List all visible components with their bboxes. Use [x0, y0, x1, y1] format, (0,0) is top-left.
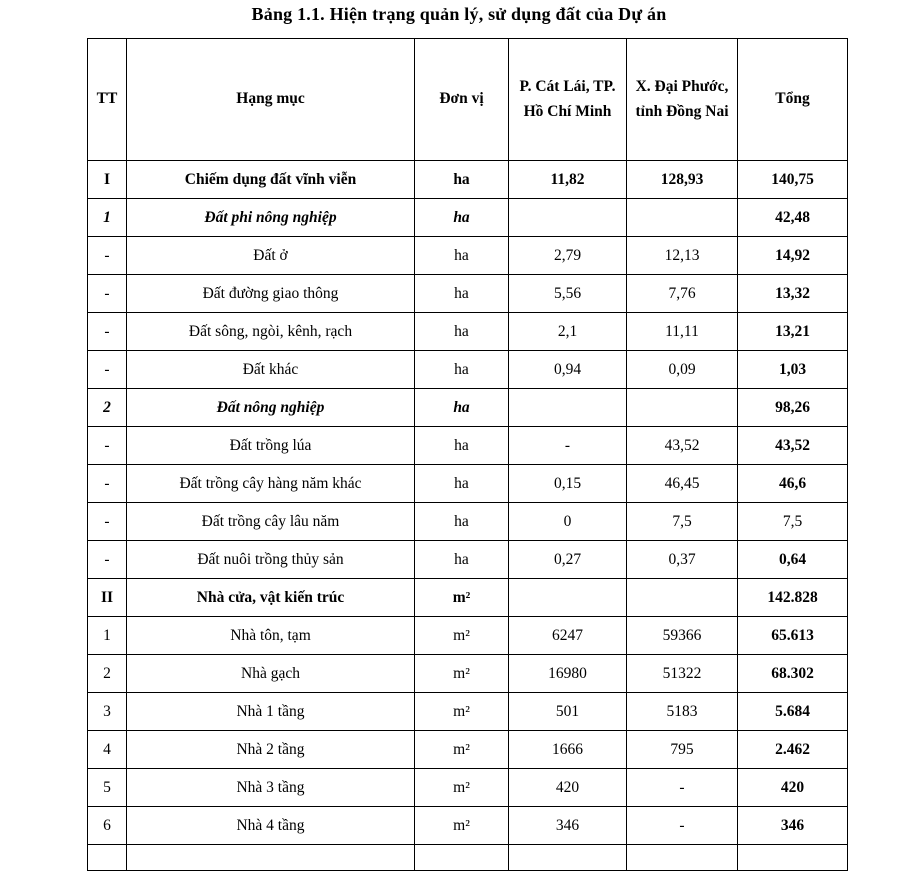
- cell-dongnai: 7,5: [627, 503, 738, 541]
- cell-unit: ha: [415, 427, 509, 465]
- column-header-unit: Đơn vị: [415, 39, 509, 161]
- cell-unit: ha: [415, 389, 509, 427]
- cell-total: 68.302: [738, 655, 848, 693]
- cell-dongnai: 12,13: [627, 237, 738, 275]
- cell-hcm: 2,1: [509, 313, 627, 351]
- cell-unit: ha: [415, 541, 509, 579]
- cell-hcm: 11,82: [509, 161, 627, 199]
- cell-total: [738, 845, 848, 871]
- cell-dongnai: 7,76: [627, 275, 738, 313]
- cell-unit: m²: [415, 579, 509, 617]
- cell-total: 13,32: [738, 275, 848, 313]
- cell-tt: [88, 845, 127, 871]
- cell-hcm: 2,79: [509, 237, 627, 275]
- cell-hcm: [509, 579, 627, 617]
- cell-total: 346: [738, 807, 848, 845]
- cell-hcm: [509, 389, 627, 427]
- cell-total: 13,21: [738, 313, 848, 351]
- table-row: [88, 427, 848, 465]
- cell-category: Đất ở: [127, 237, 415, 275]
- cell-total: 14,92: [738, 237, 848, 275]
- table-row: [88, 579, 848, 617]
- table-row: [88, 503, 848, 541]
- table-row: [88, 313, 848, 351]
- cell-unit: [415, 845, 509, 871]
- cell-unit: ha: [415, 237, 509, 275]
- cell-hcm: 6247: [509, 617, 627, 655]
- table-row: [88, 807, 848, 845]
- cell-unit: ha: [415, 161, 509, 199]
- cell-total: 1,03: [738, 351, 848, 389]
- cell-category: Đất sông, ngòi, kênh, rạch: [127, 313, 415, 351]
- cell-hcm: [509, 845, 627, 871]
- table-row: [88, 351, 848, 389]
- cell-tt: -: [88, 541, 127, 579]
- cell-total: 46,6: [738, 465, 848, 503]
- table-row: [88, 237, 848, 275]
- cell-unit: ha: [415, 503, 509, 541]
- cell-unit: ha: [415, 351, 509, 389]
- cell-tt: 4: [88, 731, 127, 769]
- cell-category: Đất đường giao thông: [127, 275, 415, 313]
- cell-hcm: 501: [509, 693, 627, 731]
- page-title: Bảng 1.1. Hiện trạng quản lý, sử dụng đất của Dự án: [251, 4, 667, 24]
- table-body: [88, 161, 848, 871]
- table-row: [88, 275, 848, 313]
- cell-hcm: 5,56: [509, 275, 627, 313]
- column-header-category: Hạng mục: [127, 39, 415, 161]
- cell-unit: m²: [415, 655, 509, 693]
- cell-total: 140,75: [738, 161, 848, 199]
- table-row: [88, 199, 848, 237]
- cell-tt: -: [88, 465, 127, 503]
- cell-unit: ha: [415, 275, 509, 313]
- cell-category: Đất nông nghiệp: [127, 389, 415, 427]
- cell-tt: 2: [88, 655, 127, 693]
- cell-unit: ha: [415, 199, 509, 237]
- cell-dongnai: 795: [627, 731, 738, 769]
- cell-dongnai: [627, 199, 738, 237]
- cell-hcm: 0,15: [509, 465, 627, 503]
- cell-category: Nhà 3 tầng: [127, 769, 415, 807]
- cell-category: Đất khác: [127, 351, 415, 389]
- table-row: [88, 731, 848, 769]
- cell-unit: m²: [415, 693, 509, 731]
- cell-dongnai: [627, 845, 738, 871]
- cell-hcm: 346: [509, 807, 627, 845]
- cell-category: Nhà 1 tầng: [127, 693, 415, 731]
- cell-total: 98,26: [738, 389, 848, 427]
- cell-tt: 5: [88, 769, 127, 807]
- cell-dongnai: 43,52: [627, 427, 738, 465]
- cell-tt: 1: [88, 617, 127, 655]
- cell-hcm: 0,94: [509, 351, 627, 389]
- cell-total: 5.684: [738, 693, 848, 731]
- table-row: [88, 655, 848, 693]
- cell-unit: m²: [415, 769, 509, 807]
- cell-hcm: 0,27: [509, 541, 627, 579]
- cell-hcm: 0: [509, 503, 627, 541]
- column-header-hcm: P. Cát Lái, TP. Hồ Chí Minh: [509, 39, 627, 161]
- cell-dongnai: -: [627, 807, 738, 845]
- land-use-table: [87, 38, 848, 871]
- cell-tt: -: [88, 275, 127, 313]
- table-row: [88, 465, 848, 503]
- header-row: [88, 39, 848, 161]
- cell-category: Đất trồng cây hàng năm khác: [127, 465, 415, 503]
- cell-category: Chiếm dụng đất vĩnh viễn: [127, 161, 415, 199]
- cell-total: 2.462: [738, 731, 848, 769]
- cell-unit: m²: [415, 617, 509, 655]
- cell-tt: -: [88, 237, 127, 275]
- cell-dongnai: 0,37: [627, 541, 738, 579]
- cell-dongnai: -: [627, 769, 738, 807]
- cell-category: Nhà cửa, vật kiến trúc: [127, 579, 415, 617]
- table-row: [88, 845, 848, 871]
- table-row: [88, 161, 848, 199]
- table-header: [88, 39, 848, 161]
- cell-category: Đất nuôi trồng thủy sản: [127, 541, 415, 579]
- cell-total: 0,64: [738, 541, 848, 579]
- cell-total: 42,48: [738, 199, 848, 237]
- cell-unit: ha: [415, 313, 509, 351]
- cell-tt: 3: [88, 693, 127, 731]
- cell-dongnai: 59366: [627, 617, 738, 655]
- column-header-total: Tổng: [738, 39, 848, 161]
- cell-tt: II: [88, 579, 127, 617]
- cell-hcm: 1666: [509, 731, 627, 769]
- cell-total: 65.613: [738, 617, 848, 655]
- cell-hcm: -: [509, 427, 627, 465]
- cell-hcm: [509, 199, 627, 237]
- cell-dongnai: 11,11: [627, 313, 738, 351]
- cell-unit: ha: [415, 465, 509, 503]
- cell-tt: -: [88, 503, 127, 541]
- cell-tt: 1: [88, 199, 127, 237]
- cell-total: 43,52: [738, 427, 848, 465]
- cell-category: Đất trồng cây lâu năm: [127, 503, 415, 541]
- cell-category: Nhà 4 tầng: [127, 807, 415, 845]
- cell-category: Nhà tôn, tạm: [127, 617, 415, 655]
- cell-tt: 6: [88, 807, 127, 845]
- table-row: [88, 693, 848, 731]
- cell-category: Nhà 2 tầng: [127, 731, 415, 769]
- cell-tt: -: [88, 351, 127, 389]
- cell-dongnai: [627, 389, 738, 427]
- cell-unit: m²: [415, 807, 509, 845]
- cell-dongnai: 0,09: [627, 351, 738, 389]
- cell-total: 7,5: [738, 503, 848, 541]
- cell-dongnai: 5183: [627, 693, 738, 731]
- cell-category: Nhà gạch: [127, 655, 415, 693]
- cell-dongnai: 51322: [627, 655, 738, 693]
- cell-tt: -: [88, 427, 127, 465]
- cell-dongnai: [627, 579, 738, 617]
- cell-tt: I: [88, 161, 127, 199]
- cell-hcm: 420: [509, 769, 627, 807]
- table-row: [88, 541, 848, 579]
- column-header-tt: TT: [88, 39, 127, 161]
- cell-category: Đất trồng lúa: [127, 427, 415, 465]
- table-row: [88, 389, 848, 427]
- cell-hcm: 16980: [509, 655, 627, 693]
- cell-dongnai: 128,93: [627, 161, 738, 199]
- cell-tt: 2: [88, 389, 127, 427]
- table-row: [88, 617, 848, 655]
- cell-category: Đất phi nông nghiệp: [127, 199, 415, 237]
- cell-total: 420: [738, 769, 848, 807]
- cell-category: [127, 845, 415, 871]
- table-row: [88, 769, 848, 807]
- cell-dongnai: 46,45: [627, 465, 738, 503]
- cell-total: 142.828: [738, 579, 848, 617]
- cell-tt: -: [88, 313, 127, 351]
- column-header-dongnai: X. Đại Phước, tỉnh Đồng Nai: [627, 39, 738, 161]
- cell-unit: m²: [415, 731, 509, 769]
